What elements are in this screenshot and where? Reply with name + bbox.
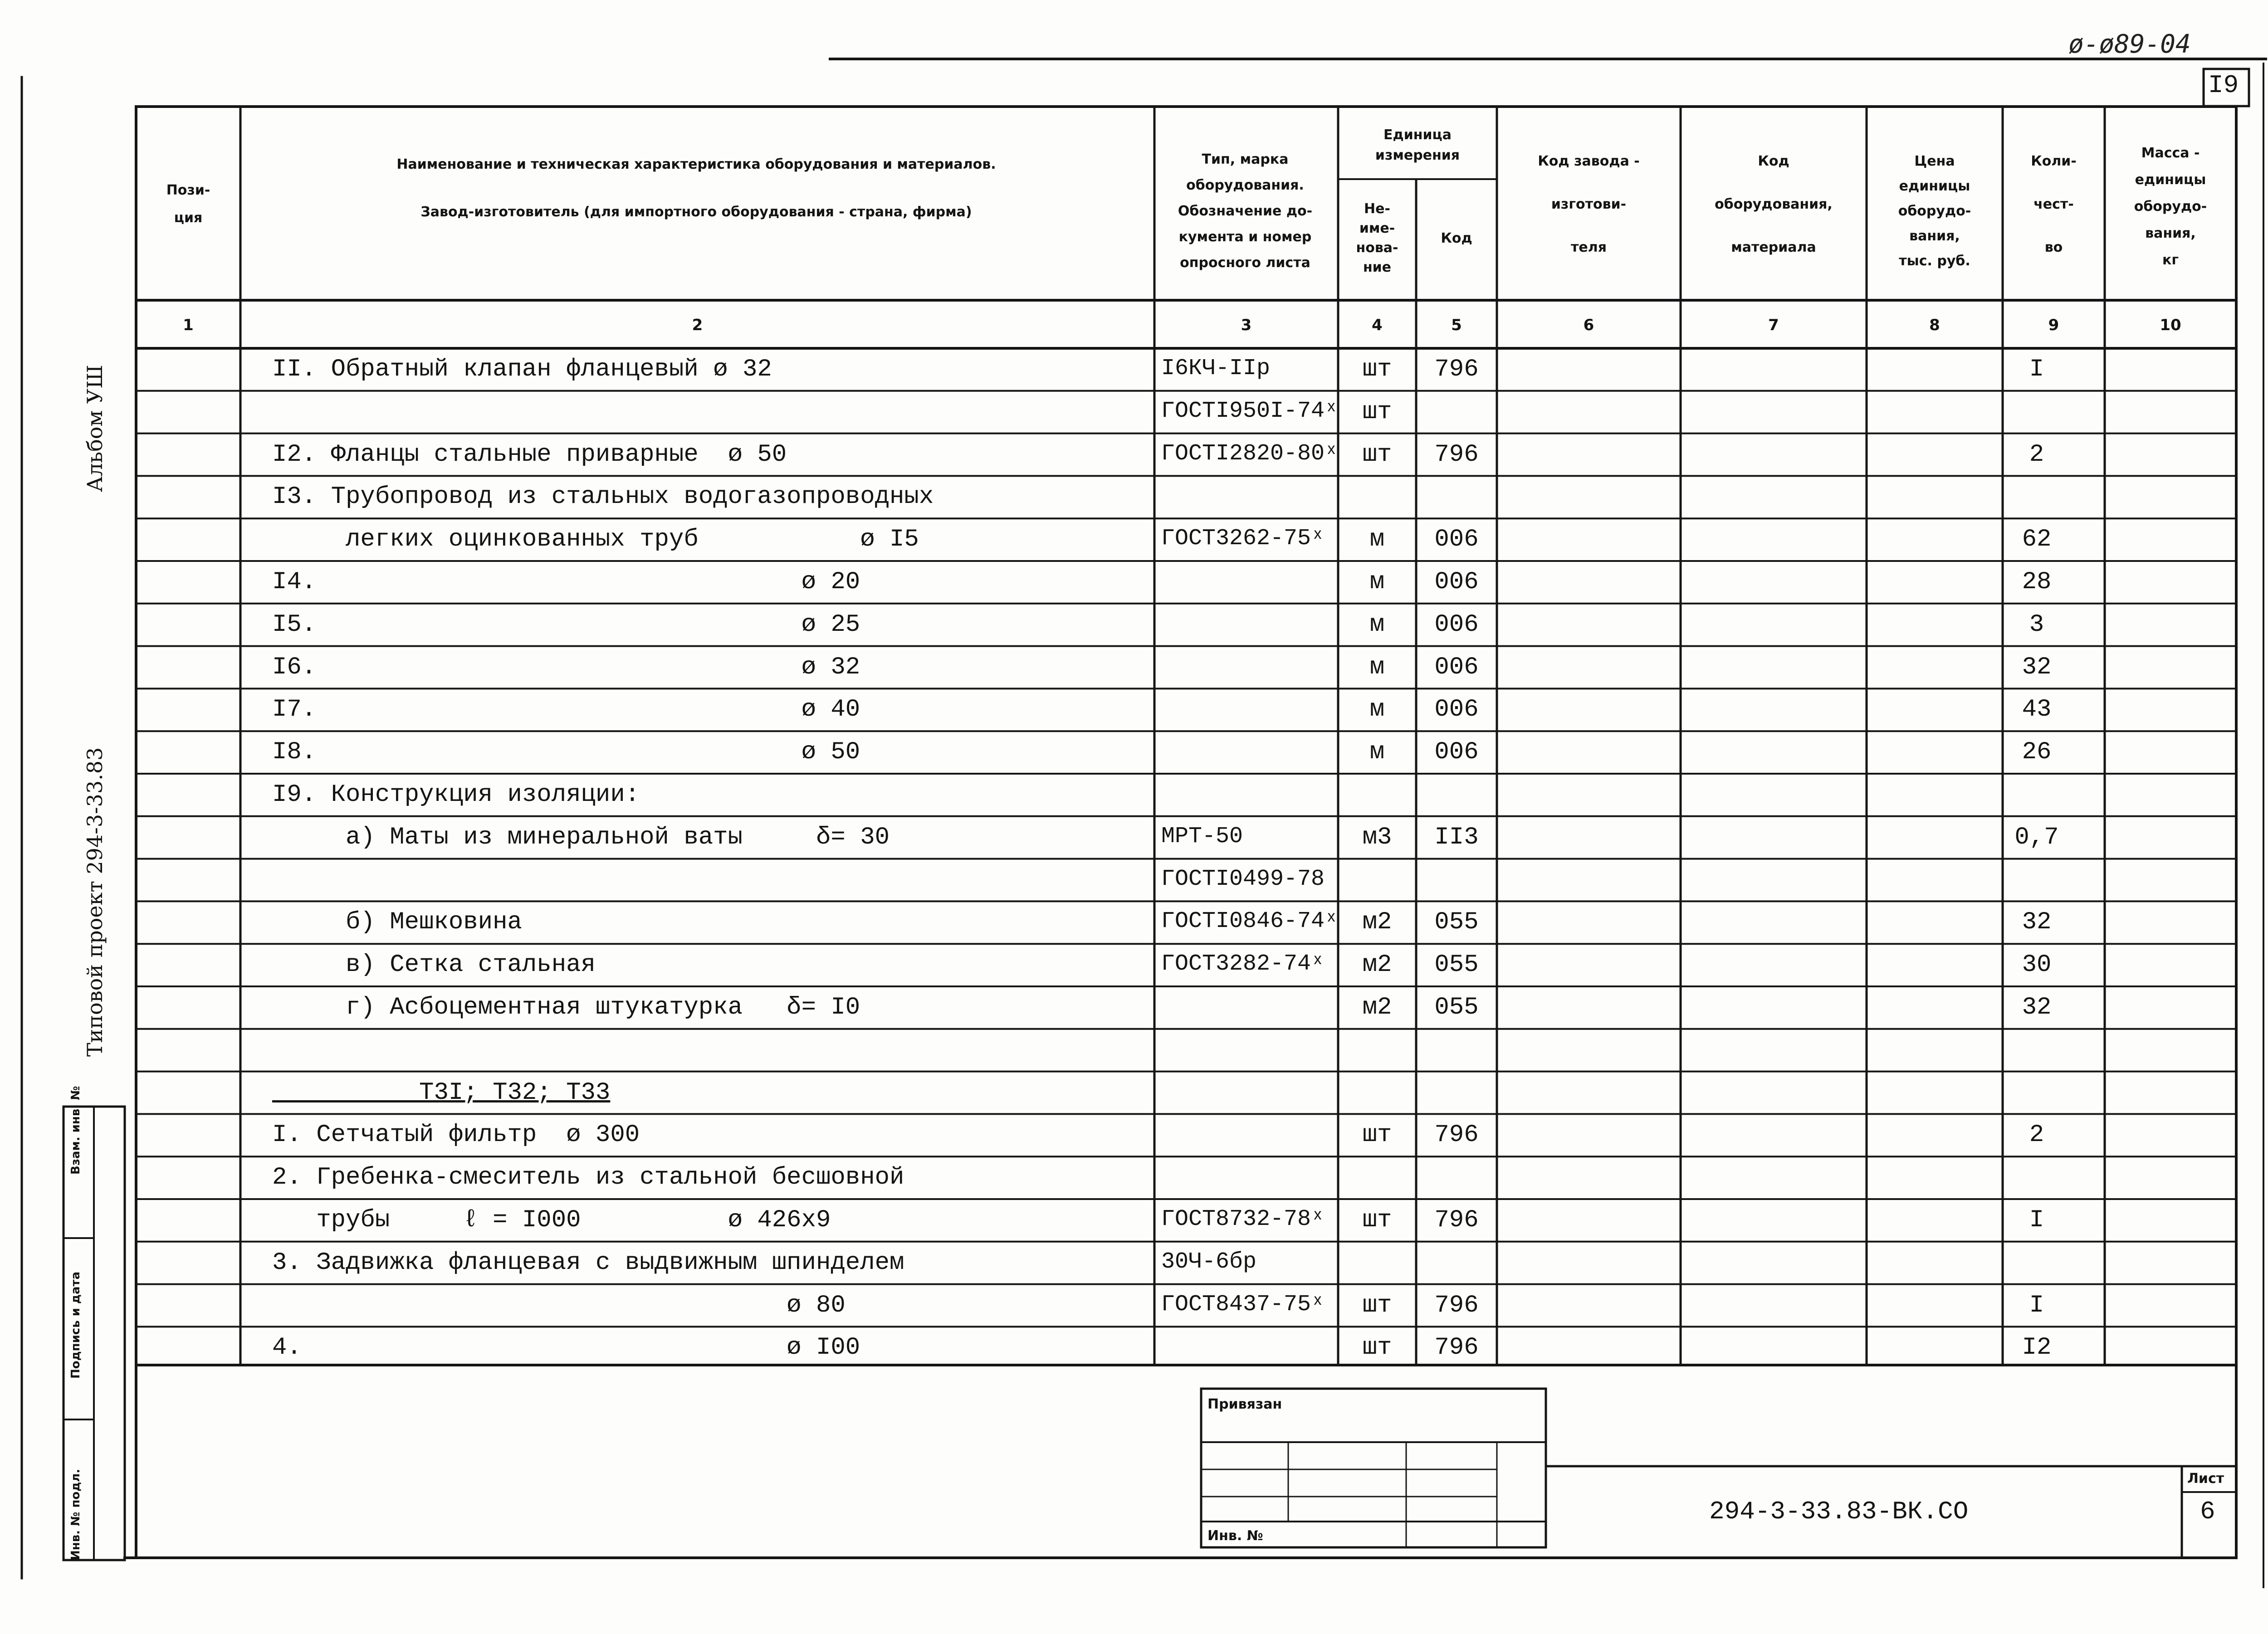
item-name: I3. Трубопровод из стальных водогазопроводных [272, 483, 934, 511]
item-quantity: 62 [2022, 526, 2052, 554]
item-type: ГОСТ3262-75ˣ [1161, 526, 1325, 552]
item-unit-code: 796 [1434, 356, 1479, 383]
column-number: 7 [1768, 316, 1779, 334]
item-type: 30Ч-6бр [1161, 1249, 1257, 1275]
item-type: ГОСТ8437-75ˣ [1161, 1291, 1325, 1317]
top-reference: ø-ø89-04 [2068, 29, 2191, 59]
column-number: 4 [1372, 316, 1383, 334]
item-unit-code: 006 [1434, 568, 1479, 596]
item-unit-code: 006 [1434, 738, 1479, 766]
item-name: I4. ø 20 [272, 568, 860, 596]
item-quantity: I [2029, 356, 2044, 383]
item-name: I8. ø 50 [272, 738, 860, 766]
stamp-inv: Инв. № подл. [69, 1468, 83, 1560]
list-number: 6 [2200, 1497, 2215, 1526]
item-name: легких оцинкованных труб ø I5 [272, 526, 919, 554]
item-name: Т3I; Т32; Т33 [272, 1078, 611, 1107]
column-number: 5 [1451, 316, 1462, 334]
item-unit: м [1369, 653, 1385, 681]
item-unit: шт [1362, 1206, 1392, 1234]
item-unit-code: 006 [1434, 653, 1479, 681]
item-type: ГОСТI0499-78 [1161, 866, 1325, 892]
item-name: I7. ø 40 [272, 696, 860, 724]
header-equipment-code: Код оборудования, материала [1715, 153, 1833, 255]
item-name: г) Асбоцементная штукатурка δ= I0 [272, 994, 860, 1021]
item-unit: м [1369, 738, 1385, 766]
item-type: ГОСТ8732-78ˣ [1161, 1206, 1325, 1232]
item-type: ГОСТI2820-80ˣ [1161, 440, 1339, 467]
item-unit: шт [1362, 398, 1392, 426]
item-name: в) Сетка стальная [272, 951, 596, 979]
item-type: МРТ-50 [1161, 823, 1243, 849]
item-unit: м2 [1362, 908, 1392, 937]
item-quantity: I [2029, 1206, 2044, 1234]
item-unit-code: 796 [1434, 1206, 1479, 1234]
item-unit: шт [1362, 440, 1392, 468]
header-quantity: Коли- чест- во [2031, 153, 2077, 255]
item-name: I5. ø 25 [272, 610, 860, 639]
item-unit-code: 055 [1434, 994, 1479, 1021]
item-unit: м [1369, 526, 1385, 554]
item-quantity: I [2029, 1291, 2044, 1319]
item-name: ø 80 [272, 1291, 846, 1319]
header-type: Тип, марка оборудования. Обозначение до- кумента и номер опросного листа [1178, 151, 1313, 271]
item-unit: м [1369, 610, 1385, 639]
header-name: Наименование и техническая характеристика оборудования и материалов. Завод-изготовитель (для импортного оборудования - страна, фирма) [396, 156, 996, 220]
header-unit-name: Не- име- нова- ние [1356, 201, 1398, 275]
item-name: I. Сетчатый фильтр ø 300 [272, 1121, 640, 1149]
list-label: Лист [2187, 1471, 2224, 1487]
item-unit-code: 006 [1434, 610, 1479, 639]
stamp-vzam: Взам. инв. № [69, 1086, 83, 1175]
item-unit-code: 006 [1434, 526, 1479, 554]
column-number: 3 [1241, 316, 1252, 334]
document-code: 294-3-33.83-ВК.СО [1709, 1497, 1969, 1526]
item-unit-code: 796 [1434, 1121, 1479, 1149]
item-quantity: 3 [2029, 610, 2044, 639]
item-quantity: 2 [2029, 1121, 2044, 1149]
item-quantity: 43 [2022, 696, 2052, 724]
header-unit: Единица измерения [1375, 127, 1460, 163]
item-name: I2. Фланцы стальные приварные ø 50 [272, 440, 787, 468]
header-plant-code: Код завода - изготови- теля [1538, 153, 1640, 255]
item-name: II. Обратный клапан фланцевый ø 32 [272, 356, 772, 383]
item-name: б) Мешковина [272, 908, 522, 937]
item-name: 3. Задвижка фланцевая с выдвижным шпинделем [272, 1249, 904, 1277]
item-type: I6КЧ-IIр [1161, 356, 1271, 381]
column-number: 8 [1929, 316, 1940, 334]
item-unit-code: 055 [1434, 908, 1479, 937]
item-type: ГОСТI950I-74ˣ [1161, 398, 1339, 424]
item-unit: шт [1362, 1291, 1392, 1319]
item-unit: м2 [1362, 951, 1392, 979]
item-quantity: 2 [2029, 440, 2044, 468]
item-quantity: 32 [2022, 653, 2052, 681]
header-position: Пози- ция [166, 182, 210, 226]
item-quantity: I2 [2022, 1334, 2052, 1362]
header-price: Цена единицы оборудо- вания, тыс. руб. [1898, 153, 1971, 269]
item-name: а) Маты из минеральной ваты δ= 30 [272, 823, 890, 851]
item-quantity: 26 [2022, 738, 2052, 766]
header-unit-code: Код [1441, 230, 1472, 246]
item-unit: м2 [1362, 994, 1392, 1021]
item-unit: шт [1362, 356, 1392, 383]
column-number: 1 [183, 316, 194, 334]
item-unit-code: II3 [1434, 823, 1479, 851]
item-quantity: 0,7 [2014, 823, 2059, 851]
item-unit: шт [1362, 1334, 1392, 1362]
item-unit-code: 006 [1434, 696, 1479, 724]
item-unit-code: 796 [1434, 440, 1479, 468]
item-name: 4. ø I00 [272, 1334, 860, 1362]
item-quantity: 30 [2022, 951, 2052, 979]
column-number: 2 [692, 316, 703, 334]
item-quantity: 32 [2022, 908, 2052, 937]
sheet-number: I9 [2208, 71, 2239, 100]
project-label: Типовой проект 294-3-33.83 [83, 747, 107, 1057]
inv-number-label: Инв. № [1207, 1528, 1263, 1544]
item-unit: м3 [1362, 823, 1392, 851]
column-number: 10 [2160, 316, 2181, 334]
item-type: ГОСТI0846-74ˣ [1161, 908, 1339, 935]
item-unit: шт [1362, 1121, 1392, 1149]
item-unit-code: 796 [1434, 1334, 1479, 1362]
column-number: 9 [2048, 316, 2059, 334]
item-quantity: 28 [2022, 568, 2052, 596]
item-unit-code: 796 [1434, 1291, 1479, 1319]
column-number: 6 [1583, 316, 1594, 334]
privyazan-label: Привязан [1207, 1396, 1282, 1412]
stamp-podpis: Подпись и дата [69, 1271, 83, 1379]
item-type: ГОСТ3282-74ˣ [1161, 951, 1325, 977]
item-unit-code: 055 [1434, 951, 1479, 979]
header-mass: Масса - единицы оборудо- вания, кг [2134, 145, 2207, 268]
item-name: 2. Гребенка-смеситель из стальной бесшовной [272, 1164, 904, 1192]
item-name: I6. ø 32 [272, 653, 860, 681]
item-quantity: 32 [2022, 994, 2052, 1021]
album-label: Альбом УШ [83, 365, 107, 492]
item-unit: м [1369, 568, 1385, 596]
item-name: трубы ℓ = I000 ø 426х9 [272, 1206, 831, 1234]
item-unit: м [1369, 696, 1385, 724]
item-name: I9. Конструкция изоляции: [272, 781, 640, 809]
